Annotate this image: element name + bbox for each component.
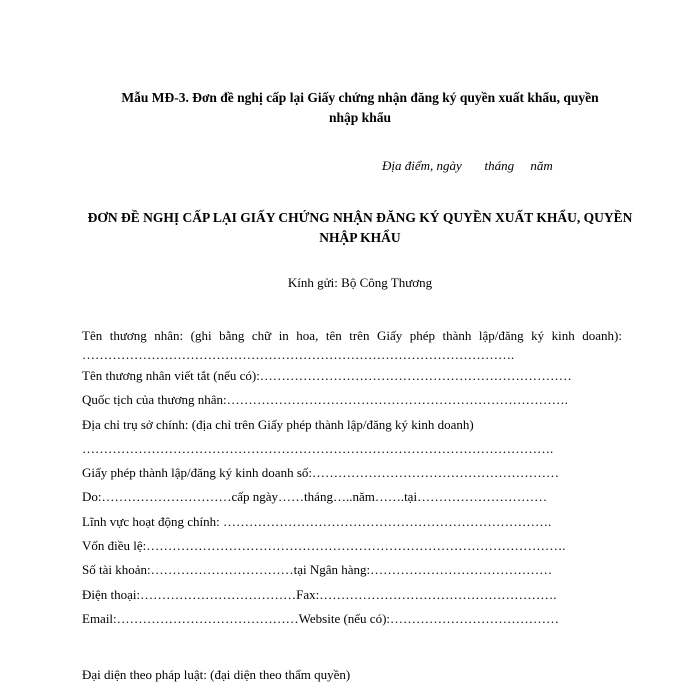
legal-representative-heading: Đại diện theo pháp luật: (đại diện theo thẩm quyền) <box>82 667 351 682</box>
document-title: ĐƠN ĐỀ NGHỊ CẤP LẠI GIẤY CHỨNG NHẬN ĐĂNG KÝ QUYỀN XUẤT KHẨU, QUYỀN NHẬP KHẨU <box>87 210 633 245</box>
short-name-field: Tên thương nhân viết tắt (nếu có):……………………………………………………………… <box>82 368 572 383</box>
business-field: Lĩnh vực hoạt động chính: …………………………………………………………………. <box>82 513 552 529</box>
trader-name-blank: ………………………………………………………………………………………. <box>82 347 515 362</box>
form-code-heading: Mẫu MĐ-3. Đơn đề nghị cấp lại Giấy chứng nhận đăng ký quyền xuất khẩu, quyền nhập khẩu <box>121 90 599 125</box>
license-number-field: Giấy phép thành lập/đăng ký kinh doanh số:………………………………………………… <box>82 465 559 481</box>
recipient-line: Kính gửi: Bộ Công Thương <box>287 275 433 290</box>
email-website-field: Email:……………………………………Website (nếu có):………………………………… <box>82 610 560 626</box>
head-office-field: Địa chỉ trụ sở chính: (địa chỉ trên Giấy phép thành lập/đăng ký kinh doanh) <box>82 416 474 432</box>
head-office-blank: ………………………………………………………………………………………………. <box>82 440 554 456</box>
trader-name-field: Tên thương nhân: (ghi bằng chữ in hoa, tên trên Giấy phép thành lập/đăng ký kinh doanh): <box>82 328 622 343</box>
phone-fax-field: Điện thoại:………………………………Fax:………………………………………………. <box>82 586 557 602</box>
nationality-field: Quốc tịch của thương nhân:……………………………………………………………………. <box>82 392 568 408</box>
bank-account-field: Số tài khoản:……………………………tại Ngân hàng:…………………………………… <box>82 562 553 578</box>
form-fields <box>82 326 622 631</box>
issued-by-field: Do:…………………………cấp ngày……tháng…..năm…….tại………………………… <box>82 489 548 505</box>
charter-capital-field: Vốn điều lệ:……………………………………………………………………………………. <box>82 538 566 554</box>
place-date-line: Địa điểm, ngày tháng năm <box>382 158 553 173</box>
